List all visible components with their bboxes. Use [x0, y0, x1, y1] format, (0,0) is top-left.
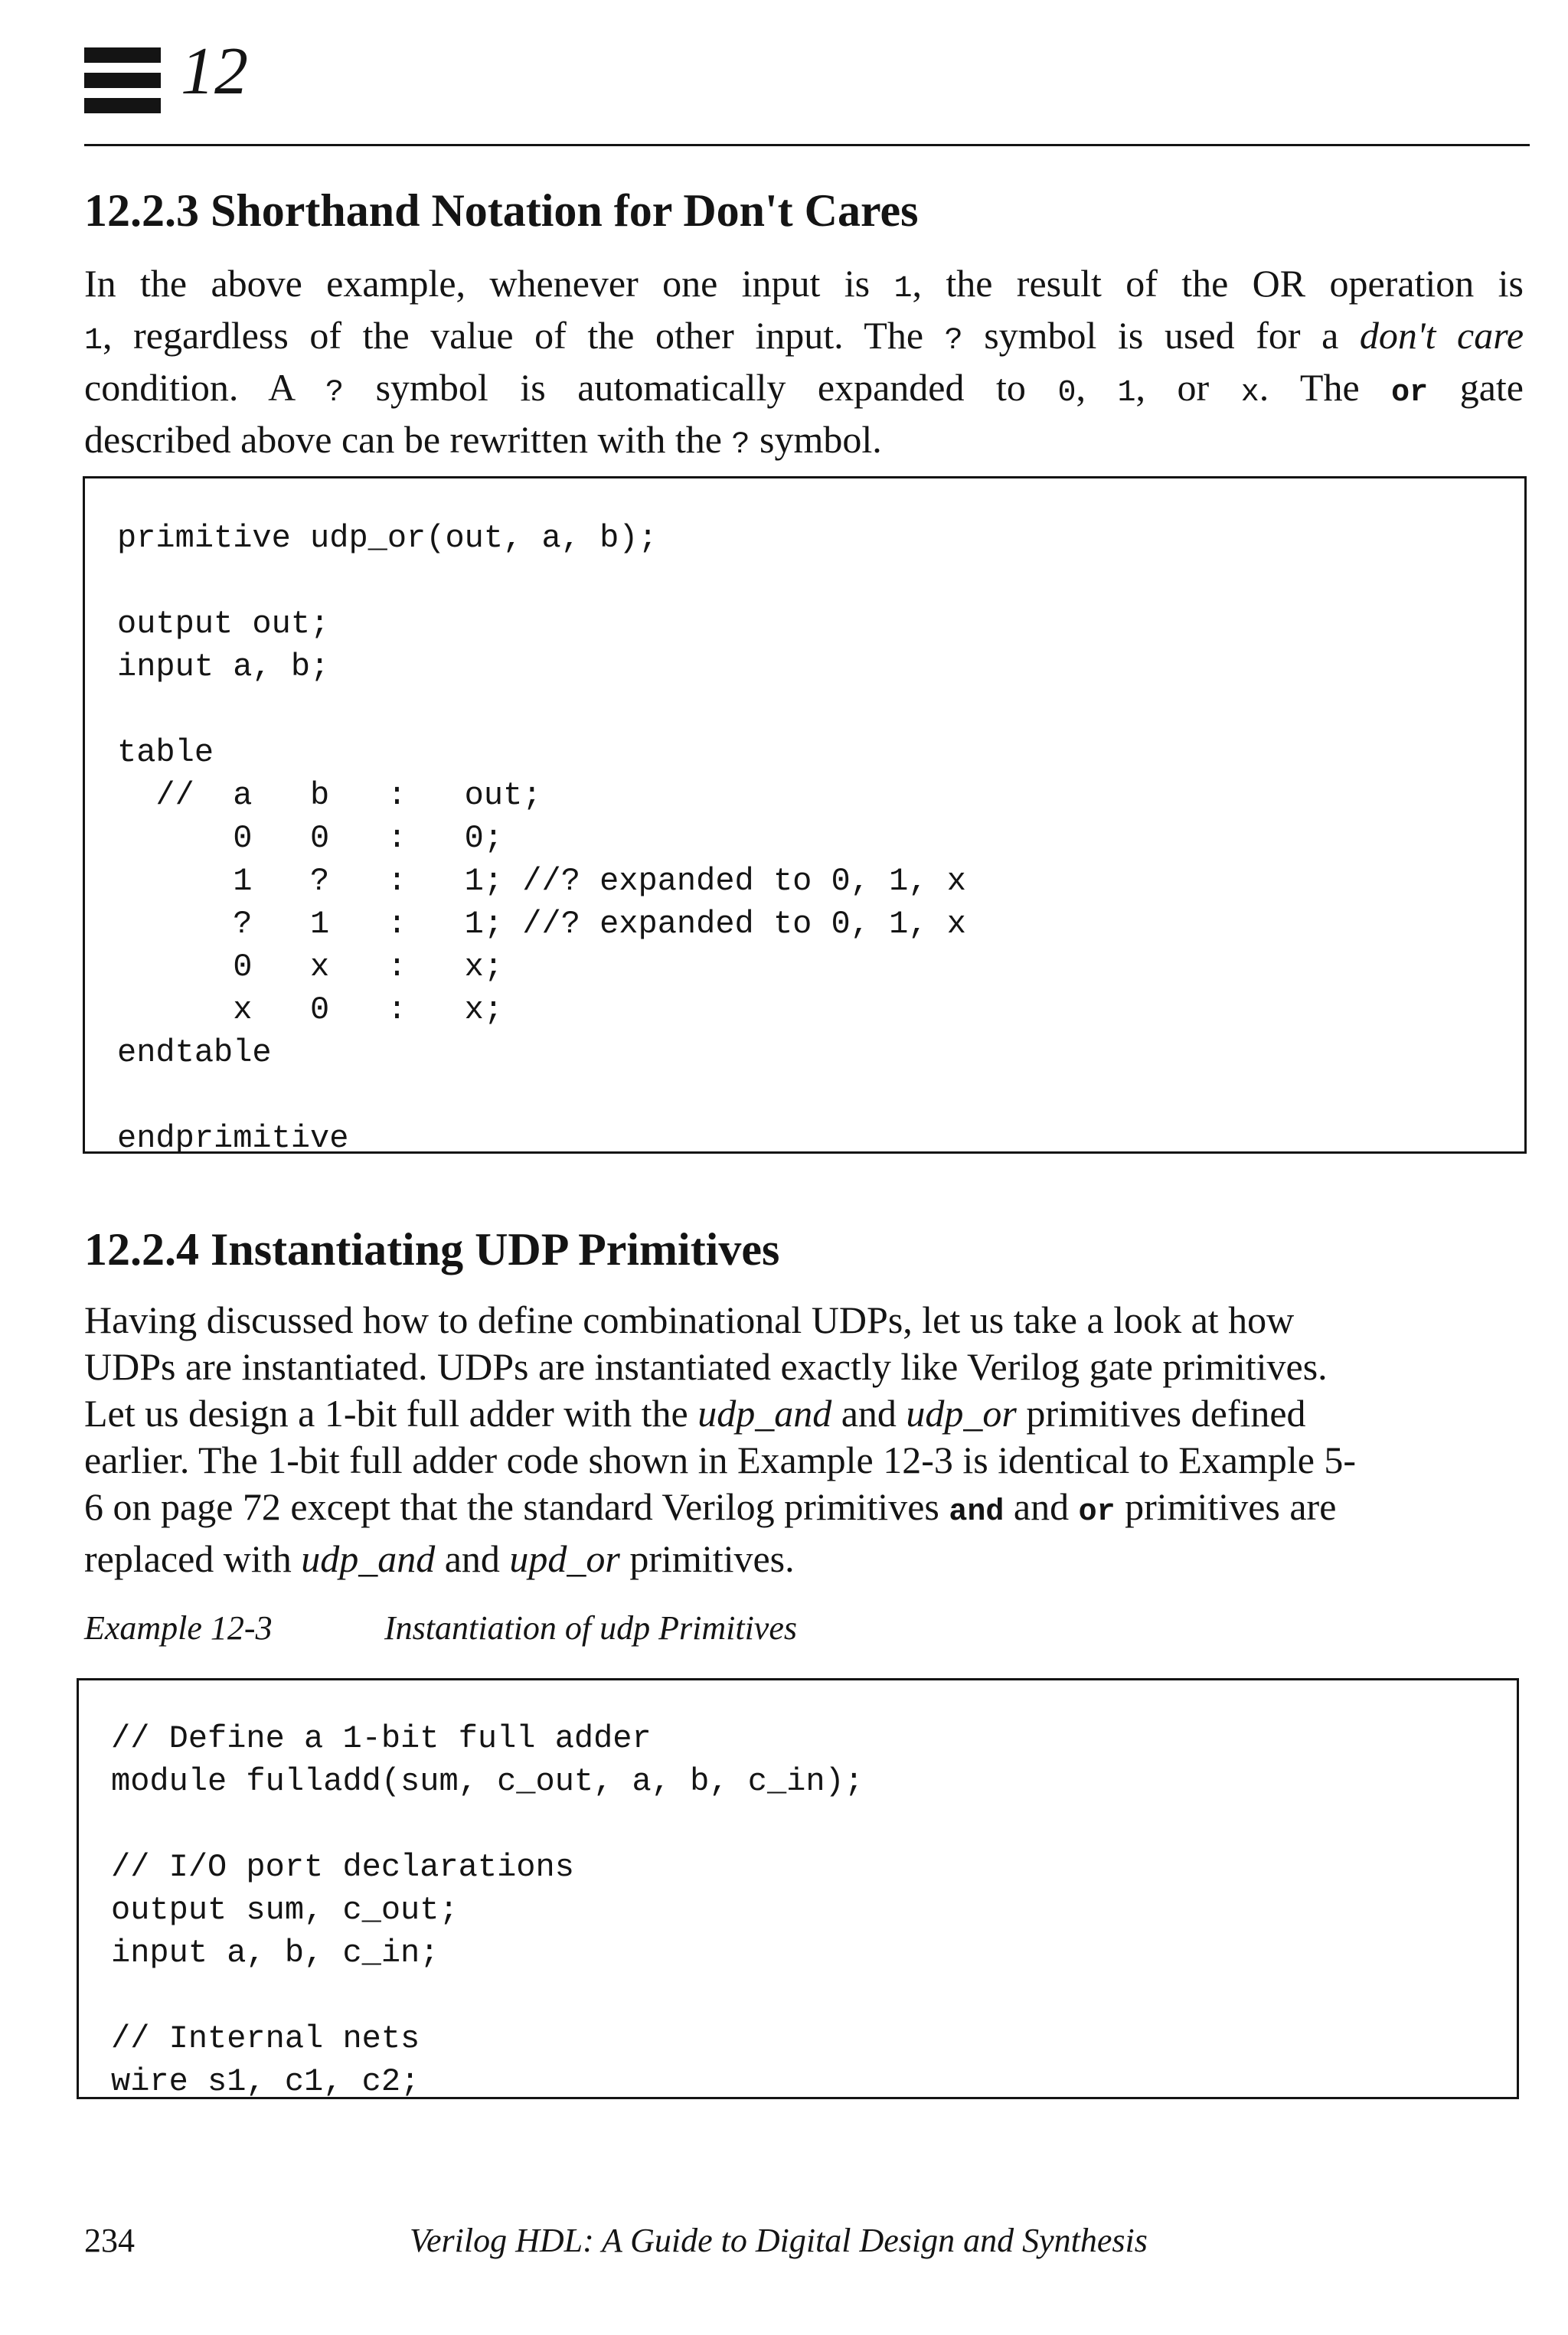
code-fulladd: // Define a 1-bit full adder module fulladd(sum, c_out, a, b, c_in); // I/O port declarations output sum, c_out; input a, b, c_in; // Internal nets wire s1, c1, c2;: [111, 1720, 864, 2100]
section-heading-shorthand: 12.2.3 Shorthand Notation for Don't Cares: [84, 185, 919, 236]
example-label: Example 12-3: [84, 1609, 273, 1647]
italic-term: udp_or: [906, 1392, 1017, 1435]
text-line: replaced with udp_and and upd_or primitives.: [84, 1537, 795, 1580]
code-udp-or: primitive udp_or(out, a, b); output out; input a, b; table // a b : out; 0 0 : 0; 1 ? : 1; //? expanded to 0, 1, x ? 1 : 1; //? expanded to 0, 1, x 0 x : x; x 0 : x; endtable endprimitive: [117, 520, 966, 1157]
text-line: UDPs are instantiated. UDPs are instantiated exactly like Verilog gate primitives.: [84, 1345, 1328, 1388]
paragraph-instantiating: [84, 1297, 1524, 1582]
inline-code-bold: and: [949, 1495, 1004, 1530]
code-box-udp-or: [83, 476, 1527, 1157]
italic-term: don't care: [1359, 314, 1524, 357]
text-line: earlier. The 1-bit full adder code shown in Example 12-3 is identical to Example 5-: [84, 1439, 1357, 1481]
inline-code: ?: [325, 376, 345, 410]
text-line: condition. A ? symbol is automatically expanded to 0, 1, or x. The or gate: [84, 366, 1524, 410]
text-line: described above can be rewritten with the ? symbol.: [84, 418, 882, 462]
text-line: Let us design a 1-bit full adder with the udp_and and udp_or primitives defined: [84, 1392, 1306, 1435]
inline-code: 1: [1117, 376, 1136, 410]
italic-term: udp_and: [697, 1392, 832, 1435]
inline-code: 0: [1057, 376, 1076, 410]
inline-code: 1: [893, 272, 913, 306]
inline-code: x: [1240, 376, 1259, 410]
chapter-mark-icon: [84, 47, 161, 124]
inline-code-bold: or: [1391, 376, 1429, 410]
text-line: In the above example, whenever one input is 1, the result of the OR operation is: [84, 262, 1524, 306]
text-line: 6 on page 72 except that the standard Verilog primitives and and or primitives are: [84, 1485, 1337, 1530]
book-title: Verilog HDL: A Guide to Digital Design and Synthesis: [410, 2222, 1148, 2259]
inline-code: 1: [84, 324, 103, 358]
inline-code-bold: or: [1078, 1495, 1116, 1530]
example-title: Instantiation of udp Primitives: [384, 1609, 797, 1647]
inline-code: ?: [731, 428, 750, 462]
chapter-number: 12: [181, 34, 248, 109]
header-rule: [84, 144, 1530, 146]
italic-term: upd_or: [509, 1537, 620, 1580]
section-heading-instantiating: 12.2.4 Instantiating UDP Primitives: [84, 1224, 780, 1275]
text-line: 1, regardless of the value of the other input. The ? symbol is used for a don't care: [84, 314, 1524, 358]
code-box-fulladd: [77, 1678, 1519, 2099]
paragraph-dont-cares: [84, 260, 1524, 469]
page-number: 234: [84, 2222, 135, 2259]
inline-code: ?: [944, 324, 963, 358]
text-line: Having discussed how to define combinational UDPs, let us take a look at how: [84, 1298, 1295, 1341]
italic-term: udp_and: [301, 1537, 436, 1580]
